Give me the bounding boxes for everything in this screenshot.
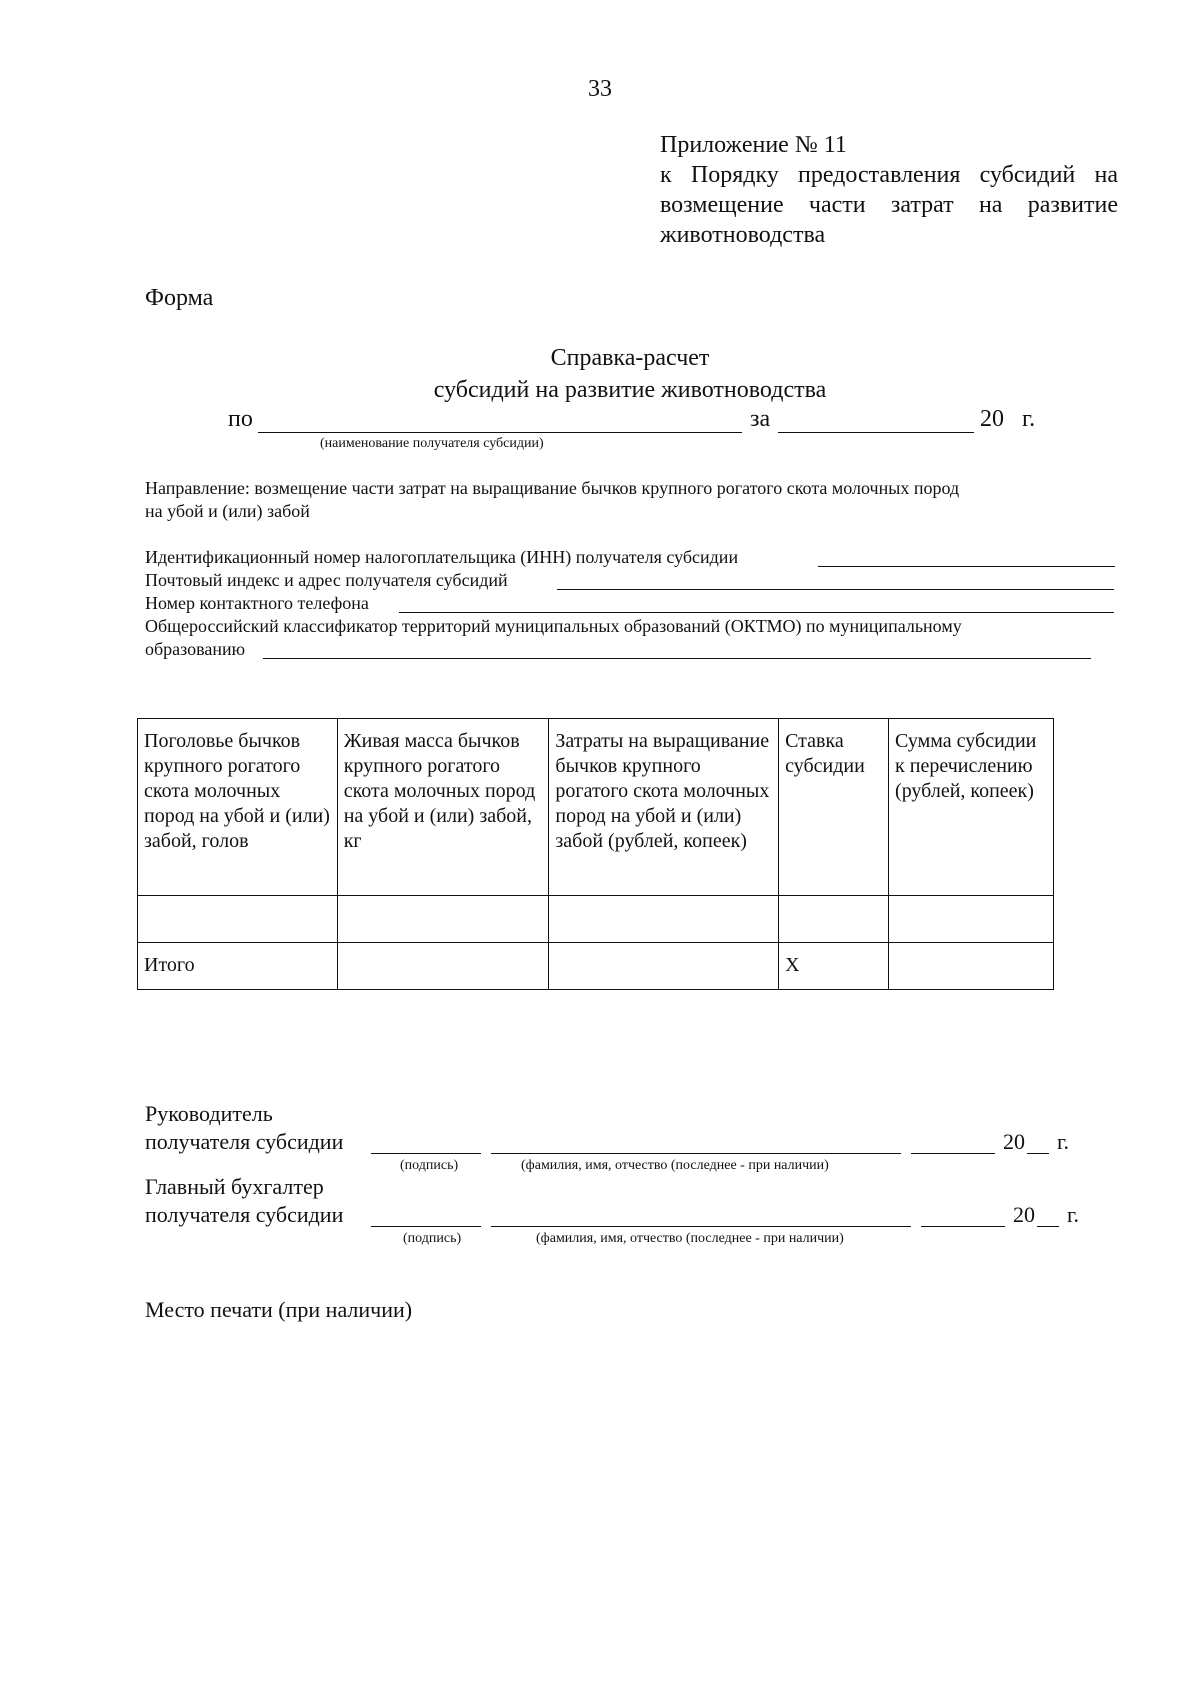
head-year-field[interactable] <box>1027 1153 1049 1154</box>
total-live-weight[interactable] <box>337 943 549 990</box>
phone-row <box>145 593 1118 616</box>
calculation-table <box>137 718 1054 990</box>
appendix-line: животноводства <box>660 222 826 248</box>
accountant-year-field[interactable] <box>1037 1226 1059 1227</box>
stamp-place: Место печати (при наличии) <box>145 1297 413 1322</box>
accountant-sign-hint: (подпись) <box>403 1231 462 1246</box>
direction-line: на убой и (или) забой <box>145 501 310 521</box>
phone-field[interactable] <box>399 612 1114 613</box>
head-date-field[interactable] <box>911 1153 995 1154</box>
oktmo-row-2 <box>145 639 1118 662</box>
head-title: Руководитель <box>145 1101 273 1126</box>
cell-live-weight[interactable] <box>337 896 549 943</box>
accountant-signature-row <box>145 1202 1115 1232</box>
recipient-name-field[interactable] <box>258 432 742 433</box>
year-suffix: г. <box>1022 406 1036 432</box>
inn-field[interactable] <box>818 566 1115 567</box>
appendix-line: возмещение части затрат на развитие <box>660 192 1118 218</box>
head-year-suffix: г. <box>1057 1129 1070 1154</box>
za-label: за <box>750 406 771 432</box>
address-row <box>145 570 1118 593</box>
cell-amount[interactable] <box>889 896 1054 943</box>
head-signature-field[interactable] <box>371 1153 481 1154</box>
appendix-header <box>660 130 1118 250</box>
po-label: по <box>228 406 253 432</box>
header-costs: Затраты на выращивание бычков крупного рогатого скота молочных пород на убой и (или) забой (рублей, копеек) <box>549 719 779 896</box>
accountant-date-field[interactable] <box>921 1226 1005 1227</box>
inn-row <box>145 547 1118 570</box>
direction <box>145 477 1118 523</box>
oktmo-label: Общероссийский классификатор территорий муниципальных образований (ОКТМО) по муниципальному <box>145 616 962 636</box>
total-amount[interactable] <box>889 943 1054 990</box>
appendix-line: к Порядку предоставления субсидий на <box>660 162 1118 188</box>
address-label: Почтовый индекс и адрес получателя субсидий <box>145 570 508 590</box>
head-name-hint: (фамилия, имя, отчество (последнее - при наличии) <box>521 1158 829 1173</box>
header-amount: Сумма субсидии к перечислению (рублей, копеек) <box>889 719 1054 896</box>
inn-label: Идентификационный номер налогоплательщика (ИНН) получателя субсидии <box>145 547 739 567</box>
total-label: Итого <box>138 943 338 990</box>
cell-head-count[interactable] <box>138 896 338 943</box>
header-live-weight: Живая масса бычков крупного рогатого скота молочных пород на убой и (или) забой, кг <box>337 719 549 896</box>
header-head-count: Поголовье бычков крупного рогатого скота молочных пород на убой и (или) забой, голов <box>138 719 338 896</box>
head-name-field[interactable] <box>491 1153 901 1154</box>
recipient-hint: (наименование получателя субсидии) <box>320 436 544 451</box>
page-number: 33 <box>588 76 612 102</box>
year-prefix: 20 <box>980 406 1004 432</box>
table-header-row <box>138 719 1054 896</box>
accountant-name-hint: (фамилия, имя, отчество (последнее - при наличии) <box>536 1231 844 1246</box>
accountant-recipient-label: получателя субсидии <box>145 1202 344 1227</box>
accountant-year: 20 <box>1013 1202 1035 1227</box>
table-row <box>138 896 1054 943</box>
form-label: Форма <box>145 285 214 311</box>
accountant-year-suffix: г. <box>1067 1202 1080 1227</box>
oktmo-field[interactable] <box>263 658 1091 659</box>
direction-line: Направление: возмещение части затрат на выращивание бычков крупного рогатого скота молочных пород <box>145 478 960 498</box>
accountant-title: Главный бухгалтер <box>145 1174 324 1199</box>
oktmo-row <box>145 616 1118 639</box>
head-year: 20 <box>1003 1129 1025 1154</box>
appendix-number: Приложение № 11 <box>660 132 847 158</box>
cell-costs[interactable] <box>549 896 779 943</box>
table-total-row <box>138 943 1054 990</box>
head-recipient-label: получателя субсидии <box>145 1129 344 1154</box>
head-signature-row <box>145 1129 1105 1159</box>
document-subtitle: субсидий на развитие животноводства <box>433 377 827 403</box>
cell-rate[interactable] <box>779 896 889 943</box>
address-field[interactable] <box>557 589 1114 590</box>
phone-label: Номер контактного телефона <box>145 593 369 613</box>
period-field[interactable] <box>778 432 974 433</box>
total-rate-x: X <box>779 943 889 990</box>
document-title: Справка-расчет <box>550 345 710 371</box>
total-costs[interactable] <box>549 943 779 990</box>
header-rate: Ставка субсидии <box>779 719 889 896</box>
accountant-signature-field[interactable] <box>371 1226 481 1227</box>
oktmo-label-cont: образованию <box>145 639 246 659</box>
head-sign-hint: (подпись) <box>400 1158 459 1173</box>
accountant-name-field[interactable] <box>491 1226 911 1227</box>
